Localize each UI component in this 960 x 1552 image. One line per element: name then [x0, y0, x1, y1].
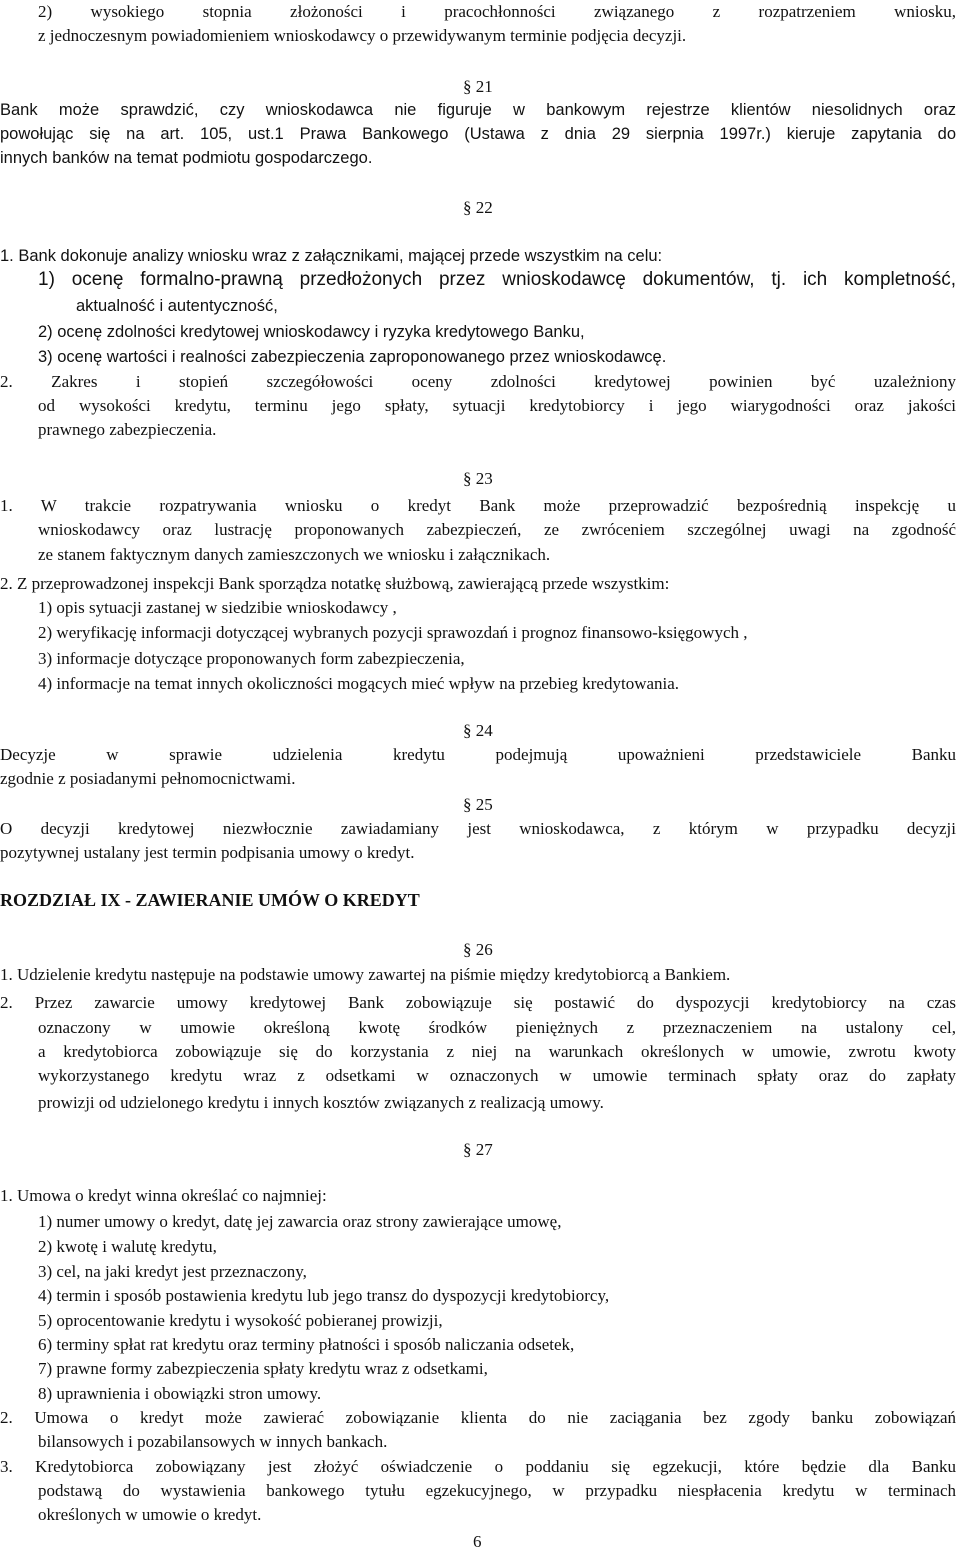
list-item: 2. Umowa o kredyt może zawierać zobowiązanie klienta do nie zaciągania bez zgody banku zobowiązań [0, 1408, 956, 1427]
list-item: 2) wysokiego stopnia złożoności i pracochłonności związanego z rozpatrzeniem wniosku, [38, 2, 956, 21]
paragraph-line: Decyzje w sprawie udzielenia kredytu podejmują upoważnieni przedstawiciele Banku [0, 745, 956, 764]
page-number: 6 [473, 1532, 482, 1551]
list-item: 1) numer umowy o kredyt, datę jej zawarcia oraz strony zawierające umowę, [38, 1212, 562, 1231]
paragraph-line: O decyzji kredytowej niezwłocznie zawiadamiany jest wnioskodawca, z którym w przypadku decyzji [0, 819, 956, 838]
paragraph-line: z jednoczesnym powiadomieniem wnioskodawcy o przewidywanym terminie podjęcia decyzji. [38, 26, 687, 45]
section-number: § 24 [463, 721, 493, 740]
section-number: § 23 [463, 469, 493, 488]
paragraph-line: oznaczony w umowie określoną kwotę środków pieniężnych z przeznaczeniem na ustalony cel, [38, 1018, 956, 1037]
paragraph-line: ze stanem faktycznym danych zamieszczonych we wniosku i załącznikach. [38, 545, 551, 564]
list-item: 3) ocenę wartości i realności zabezpieczenia zaproponowanego przez wnioskodawcę. [38, 348, 667, 366]
section-number: § 27 [463, 1140, 493, 1159]
list-item: 8) uprawnienia i obowiązki stron umowy. [38, 1384, 322, 1403]
paragraph-line: Bank może sprawdzić, czy wnioskodawca nie figuruje w bankowym rejestrze klientów niesolidnych oraz [0, 101, 956, 119]
section-number: § 22 [463, 198, 493, 217]
list-item: 2. Przez zawarcie umowy kredytowej Bank zobowiązuje się postawić do dyspozycji kredytobiorcy na czas [0, 993, 956, 1012]
list-item: 2. Z przeprowadzonej inspekcji Bank sporządza notatkę służbową, zawierającą przede wszystkim: [0, 574, 670, 593]
paragraph-line: pozytywnej ustalany jest termin podpisania umowy o kredyt. [0, 843, 415, 862]
paragraph-line: powołując się na art. 105, ust.1 Prawa Bankowego (Ustawa z dnia 29 sierpnia 1997r.) kieruje zapytania do [0, 125, 956, 143]
section-number: § 21 [463, 77, 493, 96]
list-item: 1. Udzielenie kredytu następuje na podstawie umowy zawartej na piśmie między kredytobiorcą a Bankiem. [0, 965, 731, 984]
list-item: 2) weryfikację informacji dotyczącej wybranych pozycji sprawozdań i prognoz finansowo-księgowych , [38, 623, 748, 642]
paragraph-line: bilansowych i pozabilansowych w innych bankach. [38, 1432, 388, 1451]
paragraph-line: wykorzystanego kredytu wraz z odsetkami w oznaczonych w umowie terminach spłaty oraz do zapłaty [38, 1066, 956, 1085]
list-item: 4) termin i sposób postawienia kredytu lub jego transz do dyspozycji kredytobiorcy, [38, 1286, 610, 1305]
list-item: 4) informacje na temat innych okoliczności mogących mieć wpływ na przebieg kredytowania. [38, 674, 680, 693]
list-item: 6) terminy spłat rat kredytu oraz terminy płatności i sposób naliczania odsetek, [38, 1335, 575, 1354]
paragraph-line: prowizji od udzielonego kredytu i innych kosztów związanych z realizacją umowy. [38, 1093, 604, 1112]
section-number: § 26 [463, 940, 493, 959]
list-item: 1) ocenę formalno-prawną przedłożonych przez wnioskodawcę dokumentów, tj. ich kompletność, [38, 269, 956, 290]
list-item: 2) ocenę zdolności kredytowej wnioskodawcy i ryzyka kredytowego Banku, [38, 323, 585, 341]
list-item: 1. W trakcie rozpatrywania wniosku o kredyt Bank może przeprowadzić bezpośrednią inspekcję u [0, 496, 956, 515]
paragraph-line: podstawą do wystawienia bankowego tytułu egzekucyjnego, w przypadku niespłacenia kredytu w terminach [38, 1481, 956, 1500]
list-item: 3) informacje dotyczące proponowanych form zabezpieczenia, [38, 649, 465, 668]
list-item: 1) opis sytuacji zastanej w siedzibie wnioskodawcy , [38, 598, 397, 617]
paragraph-line: prawnego zabezpieczenia. [38, 420, 217, 439]
list-item: 2. Zakres i stopień szczegółowości oceny zdolności kredytowej powinien być uzależniony [0, 372, 956, 391]
paragraph-line: innych banków na temat podmiotu gospodarczego. [0, 149, 373, 167]
paragraph-line: aktualność i autentyczność, [76, 297, 278, 315]
paragraph-line: a kredytobiorca zobowiązuje się do korzystania z niej na warunkach określonych w umowie, zwrotu kwoty [38, 1042, 956, 1061]
section-number: § 25 [463, 795, 493, 814]
list-item: 7) prawne formy zabezpieczenia spłaty kredytu wraz z odsetkami, [38, 1359, 488, 1378]
list-item: 1. Umowa o kredyt winna określać co najmniej: [0, 1186, 327, 1205]
chapter-heading: ROZDZIAŁ IX - ZAWIERANIE UMÓW O KREDYT [0, 890, 420, 910]
paragraph-line: określonych w umowie o kredyt. [38, 1505, 262, 1524]
list-item: 3) cel, na jaki kredyt jest przeznaczony, [38, 1262, 307, 1281]
list-item: 2) kwotę i walutę kredytu, [38, 1237, 217, 1256]
paragraph-line: od wysokości kredytu, terminu jego spłaty, sytuacji kredytobiorcy i jego wiarygodności oraz jakości [38, 396, 956, 415]
list-item: 1. Bank dokonuje analizy wniosku wraz z załącznikami, mającej przede wszystkim na celu: [0, 247, 663, 265]
paragraph-line: zgodnie z posiadanymi pełnomocnictwami. [0, 769, 296, 788]
list-item: 3. Kredytobiorca zobowiązany jest złożyć oświadczenie o poddaniu się egzekucji, które będzie dla Banku [0, 1457, 956, 1476]
paragraph-line: wnioskodawcy oraz lustrację proponowanych zabezpieczeń, ze zwróceniem szczególnej uwagi na zgodność [38, 520, 956, 539]
list-item: 5) oprocentowanie kredytu i wysokość pobieranej prowizji, [38, 1311, 443, 1330]
